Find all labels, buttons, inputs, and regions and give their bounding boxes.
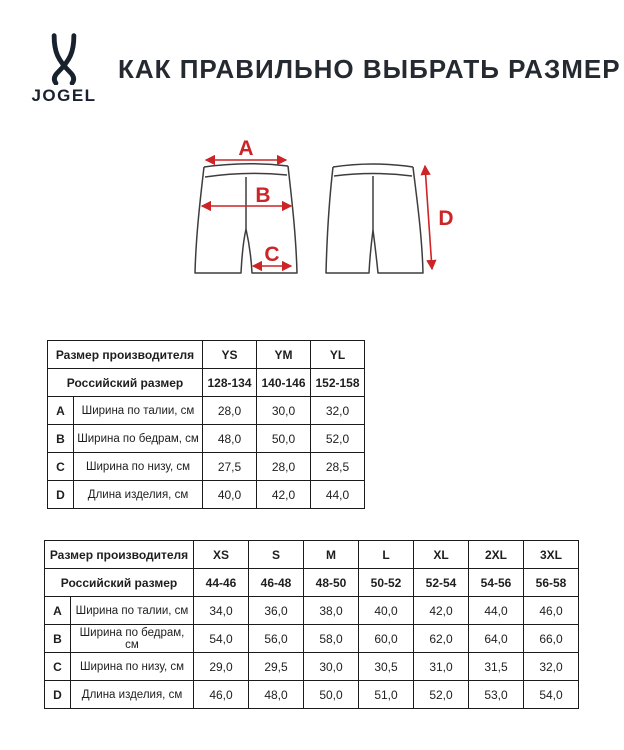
measure-letter: A (48, 397, 74, 425)
table-row (48, 481, 365, 509)
russian-size-label: Российский размер (45, 569, 194, 597)
russian-size-value: 140-146 (257, 369, 311, 397)
measure-letter: D (45, 681, 71, 709)
russian-size-value: 152-158 (311, 369, 365, 397)
size-col-header: YS (203, 341, 257, 369)
measure-value: 40,0 (359, 597, 414, 625)
measure-value: 44,0 (311, 481, 365, 509)
russian-size-label: Российский размер (48, 369, 203, 397)
measure-value: 53,0 (469, 681, 524, 709)
measure-letter: D (48, 481, 74, 509)
measure-value: 42,0 (257, 481, 311, 509)
table-row (48, 369, 365, 397)
measure-value: 31,0 (414, 653, 469, 681)
size-col-header: M (304, 541, 359, 569)
measure-value: 58,0 (304, 625, 359, 653)
measure-value: 54,0 (194, 625, 249, 653)
size-col-header: 3XL (524, 541, 579, 569)
measure-letter: C (45, 653, 71, 681)
measure-value: 32,0 (311, 397, 365, 425)
measure-value: 52,0 (414, 681, 469, 709)
table-row (45, 569, 579, 597)
russian-size-value: 56-58 (524, 569, 579, 597)
russian-size-value: 128-134 (203, 369, 257, 397)
measure-label: Длина изделия, см (71, 681, 194, 709)
measure-value: 29,0 (194, 653, 249, 681)
diagram-label-b: B (255, 184, 271, 207)
russian-size-value: 52-54 (414, 569, 469, 597)
measure-value: 32,0 (524, 653, 579, 681)
russian-size-value: 54-56 (469, 569, 524, 597)
measure-value: 62,0 (414, 625, 469, 653)
russian-size-value: 44-46 (194, 569, 249, 597)
measure-value: 51,0 (359, 681, 414, 709)
table-row (48, 341, 365, 369)
measure-value: 42,0 (414, 597, 469, 625)
measure-value: 27,5 (203, 453, 257, 481)
measure-value: 50,0 (304, 681, 359, 709)
table-row (48, 453, 365, 481)
measure-value: 54,0 (524, 681, 579, 709)
size-col-header: S (249, 541, 304, 569)
measure-value: 46,0 (194, 681, 249, 709)
measure-label: Ширина по низу, см (71, 653, 194, 681)
shorts-back-outline (326, 164, 423, 273)
measure-value: 28,0 (203, 397, 257, 425)
size-col-header: L (359, 541, 414, 569)
measure-value: 34,0 (194, 597, 249, 625)
measure-value: 31,5 (469, 653, 524, 681)
measure-value: 46,0 (524, 597, 579, 625)
arrow-d (425, 166, 432, 269)
manufacturer-size-label: Размер производителя (48, 341, 203, 369)
jogel-logo-wordmark: JOGEL (31, 86, 97, 105)
measure-letter: B (45, 625, 71, 653)
size-col-header: XS (194, 541, 249, 569)
measure-value: 36,0 (249, 597, 304, 625)
measure-value: 30,5 (359, 653, 414, 681)
adult-size-table (44, 540, 579, 709)
size-col-header: XL (414, 541, 469, 569)
jogel-logo (22, 33, 106, 106)
diagram-label-c: C (264, 243, 280, 266)
measure-value: 50,0 (257, 425, 311, 453)
measure-value: 38,0 (304, 597, 359, 625)
measure-value: 40,0 (203, 481, 257, 509)
shorts-front-outline (195, 164, 297, 273)
size-col-header: 2XL (469, 541, 524, 569)
measure-value: 60,0 (359, 625, 414, 653)
measurement-arrows (202, 160, 432, 269)
measure-value: 52,0 (311, 425, 365, 453)
shorts-measurement-diagram (160, 138, 470, 290)
measure-label: Длина изделия, см (74, 481, 203, 509)
measure-label: Ширина по талии, см (74, 397, 203, 425)
table-row (45, 681, 579, 709)
measure-value: 30,0 (304, 653, 359, 681)
header (22, 33, 621, 106)
size-col-header: YM (257, 341, 311, 369)
russian-size-value: 46-48 (249, 569, 304, 597)
measure-value: 28,5 (311, 453, 365, 481)
measure-value: 48,0 (249, 681, 304, 709)
table-row (48, 397, 365, 425)
measure-label: Ширина по низу, см (74, 453, 203, 481)
measure-value: 48,0 (203, 425, 257, 453)
measure-letter: B (48, 425, 74, 453)
measure-label: Ширина по талии, см (71, 597, 194, 625)
measure-letter: C (48, 453, 74, 481)
table-row (45, 541, 579, 569)
measure-value: 44,0 (469, 597, 524, 625)
table-row (48, 425, 365, 453)
measure-label: Ширина по бедрам, см (74, 425, 203, 453)
table-row (45, 653, 579, 681)
measure-letter: A (45, 597, 71, 625)
manufacturer-size-label: Размер производителя (45, 541, 194, 569)
measure-value: 28,0 (257, 453, 311, 481)
diagram-label-d: D (438, 207, 454, 230)
measure-value: 29,5 (249, 653, 304, 681)
size-col-header: YL (311, 341, 365, 369)
page-title: КАК ПРАВИЛЬНО ВЫБРАТЬ РАЗМЕР (118, 54, 621, 84)
table-row (45, 597, 579, 625)
measure-value: 66,0 (524, 625, 579, 653)
measure-value: 56,0 (249, 625, 304, 653)
measure-label: Ширина по бедрам, см (71, 625, 194, 653)
diagram-label-a: A (238, 138, 254, 160)
russian-size-value: 50-52 (359, 569, 414, 597)
jogel-logo-icon (46, 33, 82, 85)
russian-size-value: 48-50 (304, 569, 359, 597)
measure-value: 30,0 (257, 397, 311, 425)
youth-size-table (47, 340, 365, 509)
measure-value: 64,0 (469, 625, 524, 653)
table-row (45, 625, 579, 653)
